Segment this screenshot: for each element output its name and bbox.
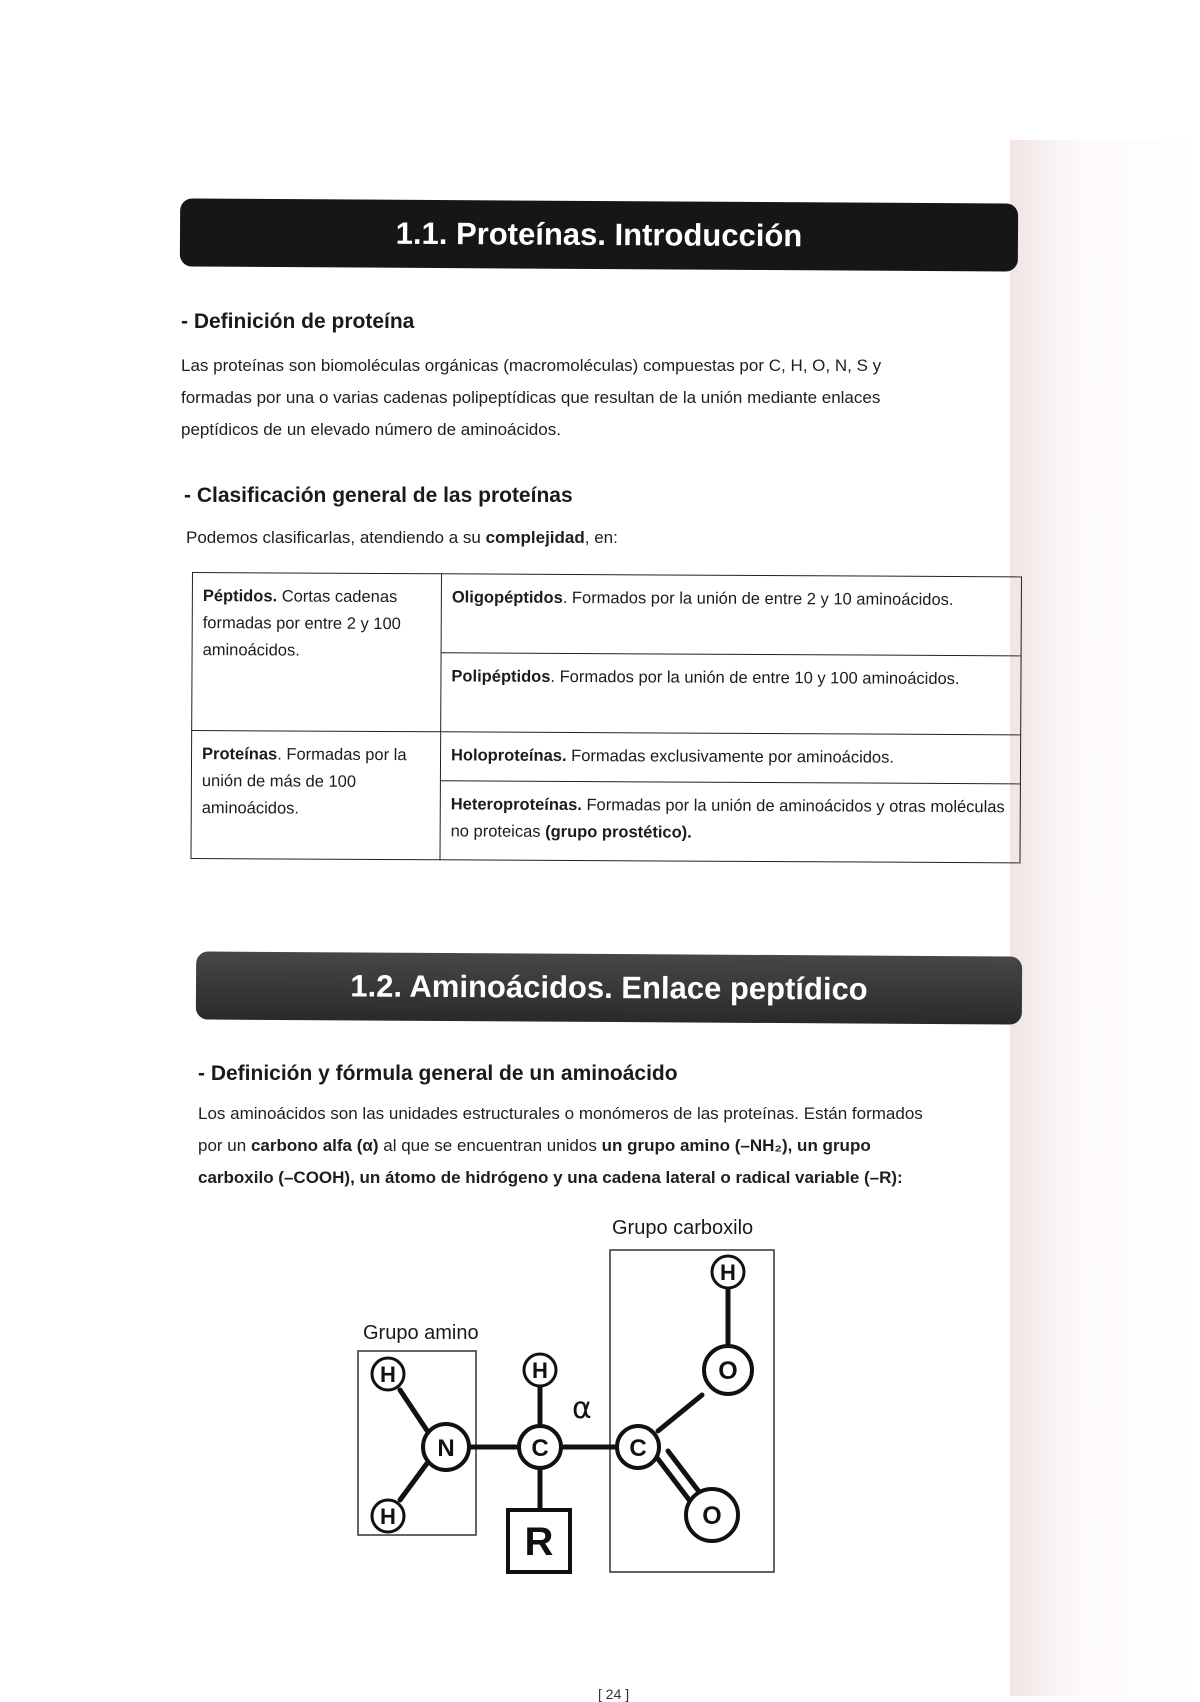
bond-c-o-double-a <box>658 1459 690 1501</box>
definition-line-2: formadas por una o varias cadenas polipeptídicas que resultan de la unión mediante enlaces <box>181 388 881 407</box>
section-2-banner <box>196 951 1022 1024</box>
text-h-alpha: H <box>532 1358 548 1383</box>
page-number: [ 24 ] <box>598 1686 630 1702</box>
aa-line-3: carboxilo (–COOH), un átomo de hidrógeno y una cadena lateral o radical variable (–R): <box>198 1168 903 1187</box>
text-o-carbonyl: O <box>702 1502 722 1530</box>
cell-bold: Heteroproteínas. <box>450 795 582 815</box>
text-c-alpha: C <box>531 1435 549 1462</box>
text-h-amino-bottom: H <box>380 1504 396 1529</box>
cell-bold: Holoproteínas. <box>450 746 567 765</box>
bond-h-n-top <box>400 1390 428 1432</box>
cell-bold: Oligopéptidos <box>451 588 563 607</box>
text-n: N <box>437 1435 455 1462</box>
cell-peptidos <box>192 573 442 732</box>
label-grupo-amino: Grupo amino <box>363 1322 479 1344</box>
classification-table <box>190 572 1021 863</box>
bond-c-o-single <box>658 1395 702 1431</box>
cell-polipeptidos <box>441 653 1021 735</box>
aa-line-2-d: un grupo amino (–NH₂), un grupo <box>601 1136 871 1155</box>
aa-line-2-c: al que se encuentran unidos <box>378 1136 602 1155</box>
cell-text: Cortas cadenas formadas por entre 2 y 100 aminoácidos. <box>202 587 401 660</box>
protein-definition-heading: - Definición de proteína <box>181 310 415 333</box>
cell-bold: Proteínas <box>202 744 278 764</box>
text-o-hydroxyl: O <box>718 1357 738 1385</box>
amino-acid-heading: - Definición y fórmula general de un aminoácido <box>198 1062 678 1085</box>
amino-acid-definition-text <box>198 1098 923 1194</box>
text-c-carboxyl: C <box>629 1435 647 1462</box>
cell-bold: Polipéptidos <box>451 667 551 686</box>
structure-svg <box>340 1210 800 1590</box>
bonds <box>400 1288 728 1510</box>
cell-text: Formadas por la unión de aminoácidos y otras moléculas no proteicas <box>450 796 1005 841</box>
section-1-title: 1.1. Proteínas. Introducción <box>395 215 803 254</box>
definition-line-3: peptídicos de un elevado número de aminoácidos. <box>181 420 561 439</box>
cell-text: . Formados por la unión de entre 10 y 100 aminoácidos. <box>550 667 960 688</box>
cell-text: Formadas exclusivamente por aminoácidos. <box>566 746 895 767</box>
protein-definition-text <box>181 350 881 446</box>
cell-text: . Formadas por la unión de más de 100 aminoácidos. <box>201 745 407 818</box>
amino-acid-structure-diagram <box>340 1210 800 1590</box>
bond-c-o-double-b <box>668 1451 700 1493</box>
cell-text: . Formados por la unión de entre 2 y 10 aminoácidos. <box>562 588 954 609</box>
cell-proteinas <box>191 730 441 860</box>
intro-suffix: , en: <box>584 528 618 547</box>
label-grupo-carboxilo: Grupo carboxilo <box>612 1217 754 1239</box>
table-row <box>191 730 1020 784</box>
cell-heteroproteinas <box>440 781 1020 863</box>
aa-line-2-b: carbono alfa (α) <box>250 1136 379 1155</box>
cell-oligopeptidos <box>441 574 1021 656</box>
aa-line-2 <box>198 1130 923 1162</box>
section-1-banner <box>180 198 1018 271</box>
text-h-carboxyl: H <box>720 1260 736 1285</box>
cell-holoproteinas <box>440 732 1020 784</box>
text-radical: R <box>524 1520 554 1564</box>
section-2-title: 1.2. Aminoácidos. Enlace peptídico <box>350 968 868 1007</box>
table-row <box>192 573 1021 656</box>
intro-bold: complejidad <box>485 528 585 547</box>
bond-h-n-bottom <box>400 1462 428 1500</box>
classification-heading: - Clasificación general de las proteínas <box>184 484 573 507</box>
page-edge-shadow <box>1010 140 1200 1696</box>
alpha-symbol: α <box>572 1391 592 1426</box>
definition-line-1: Las proteínas son biomoléculas orgánicas (macromoléculas) compuestas por C, H, O, N, S y <box>181 356 882 375</box>
text-h-amino-top: H <box>380 1362 396 1387</box>
intro-text: Podemos clasificarlas, atendiendo a su <box>186 528 486 547</box>
cell-bold: Péptidos. <box>202 587 278 606</box>
cell-bold-2: (grupo prostético). <box>545 822 692 842</box>
classification-intro <box>186 522 618 554</box>
aa-line-1: Los aminoácidos son las unidades estructurales o monómeros de las proteínas. Están formados <box>198 1104 923 1123</box>
aa-line-2-a: por un <box>198 1136 251 1155</box>
